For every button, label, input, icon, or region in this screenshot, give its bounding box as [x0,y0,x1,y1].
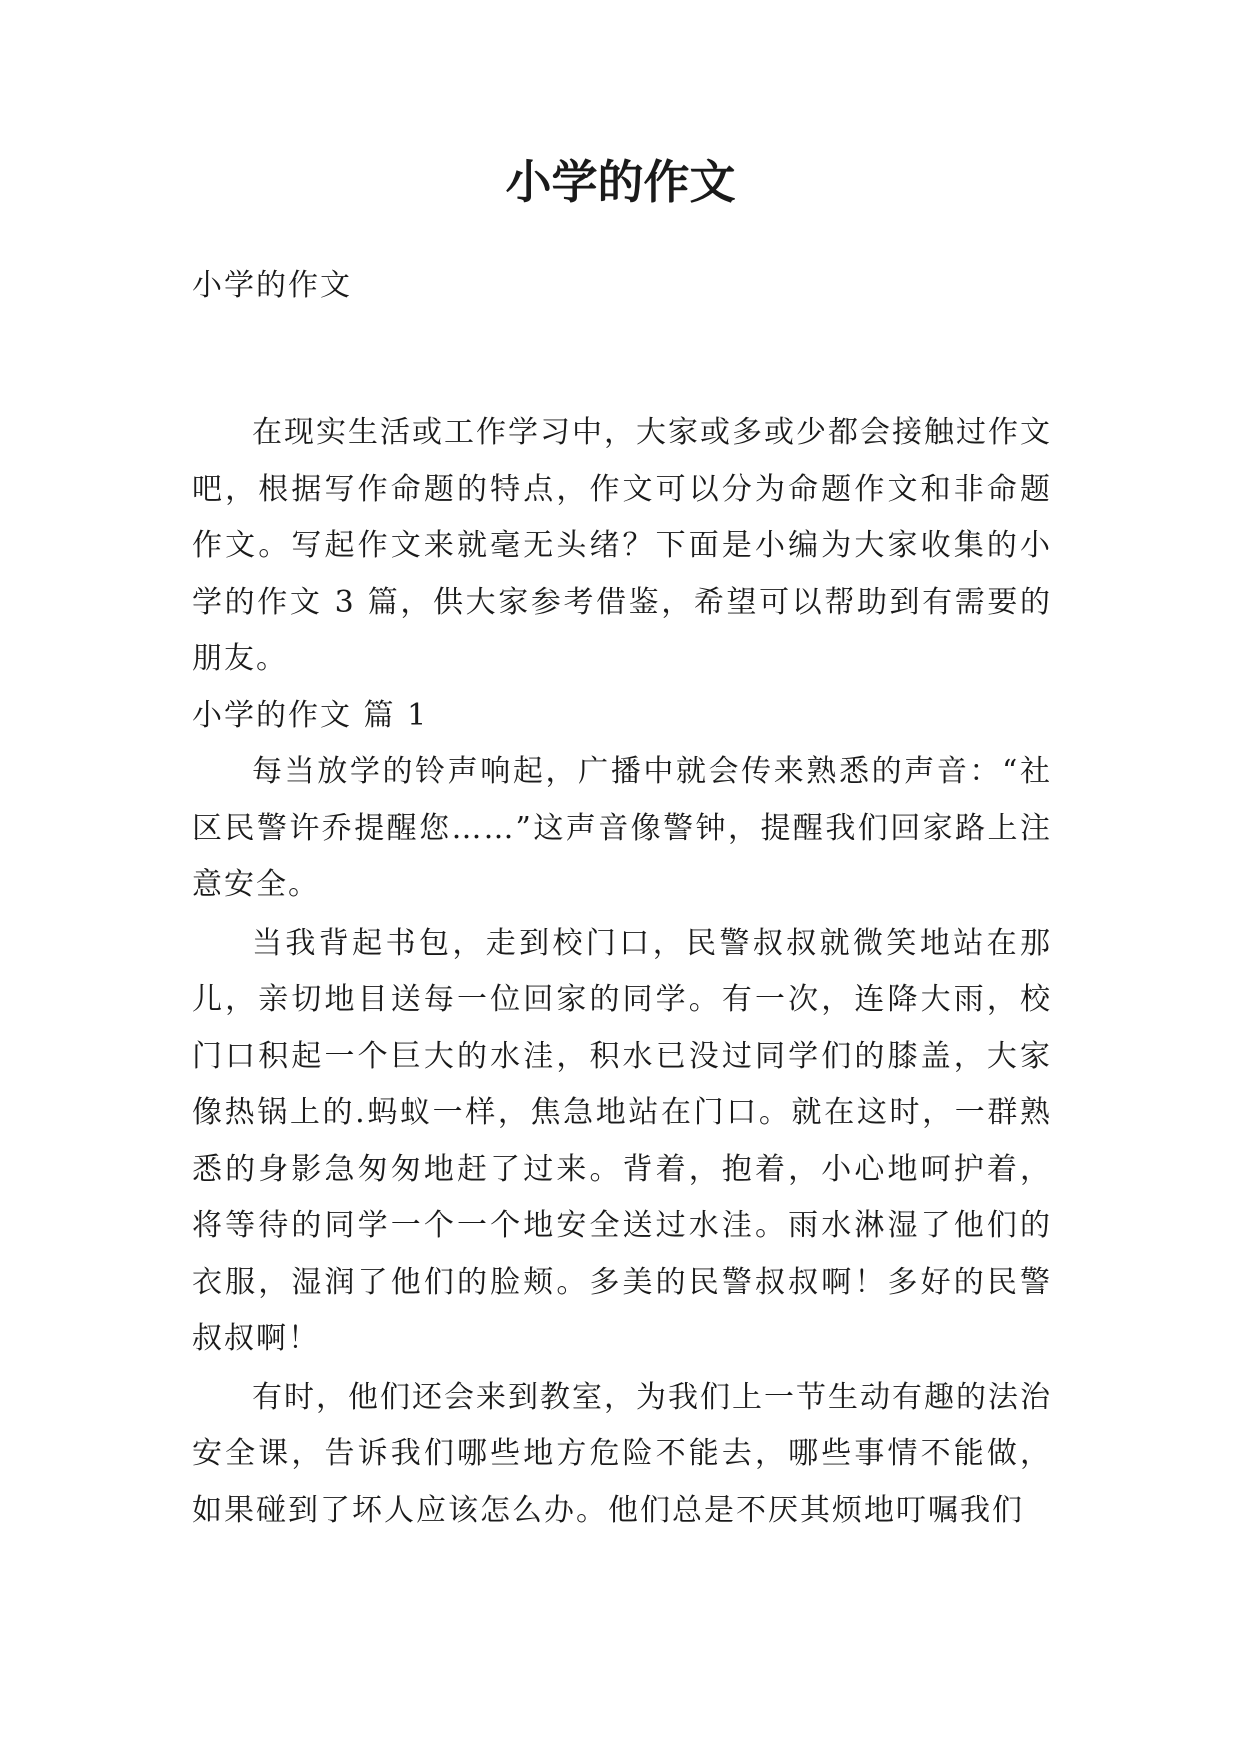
essay-paragraph-1: 每当放学的铃声响起，广播中就会传来熟悉的声音：“社区民警许乔提醒您……”这声音像警钟，提醒我们回家路上注意安全。 [192,754,1052,902]
essay-paragraph-3: 有时，他们还会来到教室，为我们上一节生动有趣的法治安全课，告诉我们哪些地方危险不能去，哪些事情不能做，如果碰到了坏人应该怎么办。他们总是不厌其烦地叮嘱我们 [192,1379,1052,1528]
document-title: 小学的作文 [505,155,736,209]
document-body [192,405,1052,1539]
document-subtitle: 小学的作文 [192,268,352,303]
section-heading: 小学的作文 篇 1 [192,697,429,733]
intro-paragraph: 在现实生活或工作学习中，大家或多或少都会接触过作文吧，根据写作命题的特点，作文可以分为命题作文和非命题作文。写起作文来就毫无头绪？下面是小编为大家收集的小学的作文 3 篇，供大家参考借鉴，希望可以帮助到有需要的朋友。 [192,415,1052,676]
essay-paragraph-2: 当我背起书包，走到校门口，民警叔叔就微笑地站在那儿，亲切地目送每一位回家的同学。有一次，连降大雨，校门口积起一个巨大的水洼，积水已没过同学们的膝盖，大家像热锅上的.蚂蚁一样，焦急地站在门口。就在这时，一群熟悉的身影急匆匆地赶了过来。背着，抱着，小心地呵护着，将等待的同学一个一个地安全送过水洼。雨水淋湿了他们的衣服，湿润了他们的脸颊。多美的民警叔叔啊！多好的民警叔叔啊！ [192,925,1052,1356]
